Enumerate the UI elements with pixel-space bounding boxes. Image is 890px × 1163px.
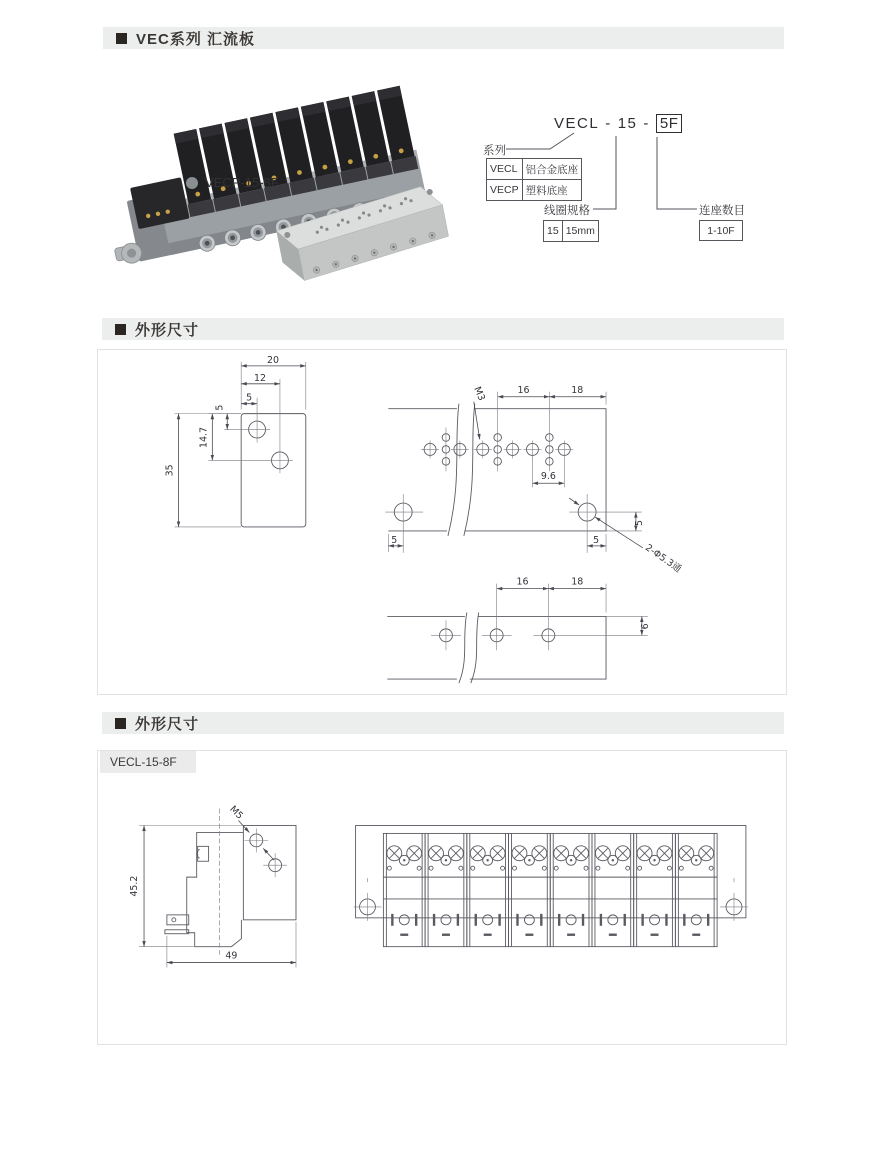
through-hole-label: 2-Φ5.3通 bbox=[643, 542, 684, 575]
code-series: VECL bbox=[554, 115, 600, 132]
table-row bbox=[487, 180, 582, 201]
dim-edge-right: 5 bbox=[593, 534, 600, 546]
mounting-hole-left bbox=[354, 878, 382, 921]
dim-hole1-y: 5 bbox=[214, 404, 226, 411]
coil-key-cell: 15 bbox=[544, 221, 563, 242]
dim-hole2-y: 14.7 bbox=[198, 426, 210, 448]
dimension-drawing-area-1 bbox=[97, 349, 787, 695]
section-square-icon bbox=[115, 324, 126, 335]
ordering-code bbox=[554, 114, 682, 133]
dimension-drawing-1 bbox=[98, 350, 784, 692]
front-holes bbox=[431, 620, 563, 650]
dim-valve-height: 45.2 bbox=[129, 875, 141, 897]
section-title-dimensions-1: 外形尺寸 bbox=[135, 321, 200, 339]
series-code-cell: VECP bbox=[487, 180, 523, 201]
dim-height: 35 bbox=[164, 464, 176, 477]
station-range-box: 1-10F bbox=[699, 220, 743, 241]
coil-value-cell: 15mm bbox=[562, 221, 598, 242]
photo1-model: VECP-15-8F bbox=[205, 175, 279, 190]
code-sep1: - bbox=[605, 115, 612, 132]
dim-bottom-offset: 6 bbox=[639, 623, 651, 630]
section-square-icon bbox=[116, 33, 127, 44]
dimension-drawing-2 bbox=[98, 751, 784, 1042]
code-sep2: - bbox=[643, 115, 650, 132]
front-view bbox=[387, 577, 650, 683]
dim-top-width: 20 bbox=[266, 354, 279, 366]
dim-pitch-18: 18 bbox=[571, 384, 584, 396]
coil-spec-label: 线圈规格 bbox=[544, 205, 590, 217]
end-view bbox=[165, 355, 306, 527]
bullet-dot-icon bbox=[186, 177, 198, 189]
mount-screw-holes bbox=[421, 440, 573, 458]
section-header-dimensions-2 bbox=[102, 712, 784, 734]
series-desc-cell: 塑料底座 bbox=[522, 180, 582, 201]
series-code-cell: VECL bbox=[487, 159, 523, 180]
code-coil: 15 bbox=[617, 115, 638, 132]
series-label: 系列 bbox=[483, 145, 506, 157]
station-count-label: 连座数目 bbox=[699, 205, 745, 217]
section-square-icon bbox=[115, 718, 126, 729]
coil-table bbox=[543, 220, 599, 242]
dim-edge-side: 5 bbox=[633, 519, 645, 526]
dim-port-pitch: 9.6 bbox=[540, 471, 556, 483]
dim-thread-m5: M5 bbox=[227, 803, 246, 822]
section-header-dimensions-1 bbox=[102, 318, 784, 340]
code-stations-boxed: 5F bbox=[656, 114, 683, 133]
mounting-hole-right bbox=[720, 878, 748, 921]
photo1-label bbox=[186, 175, 279, 190]
dim-bottom-16: 16 bbox=[516, 576, 529, 588]
dim-bottom-18: 18 bbox=[571, 576, 584, 588]
dim-valve-width: 49 bbox=[225, 950, 238, 962]
dim-pitch-16: 16 bbox=[517, 384, 530, 396]
dimension-drawing-area-2 bbox=[97, 750, 787, 1045]
valve-side-view bbox=[129, 804, 296, 968]
page-title: VEC系列 汇流板 bbox=[136, 30, 256, 48]
dim-hole2-x: 12 bbox=[254, 372, 267, 384]
dim-thread-m3: M3 bbox=[471, 385, 487, 403]
section-title-dimensions-2: 外形尺寸 bbox=[135, 715, 200, 733]
series-table bbox=[486, 158, 582, 201]
ordering-code-diagram bbox=[470, 106, 790, 246]
table-row bbox=[544, 221, 599, 242]
manifold-front-view bbox=[354, 825, 748, 946]
series-desc-cell: 铝合金底座 bbox=[522, 159, 582, 180]
drawing2-model-tab: VECL-15-8F bbox=[100, 751, 196, 773]
product-photo-manifold-block bbox=[248, 176, 463, 288]
section-header-series bbox=[103, 27, 784, 49]
dim-edge-left: 5 bbox=[391, 534, 398, 546]
table-row bbox=[487, 159, 582, 180]
dim-hole1-x: 5 bbox=[246, 392, 253, 404]
top-view bbox=[385, 385, 683, 576]
manifold-block-illustration bbox=[273, 183, 451, 284]
